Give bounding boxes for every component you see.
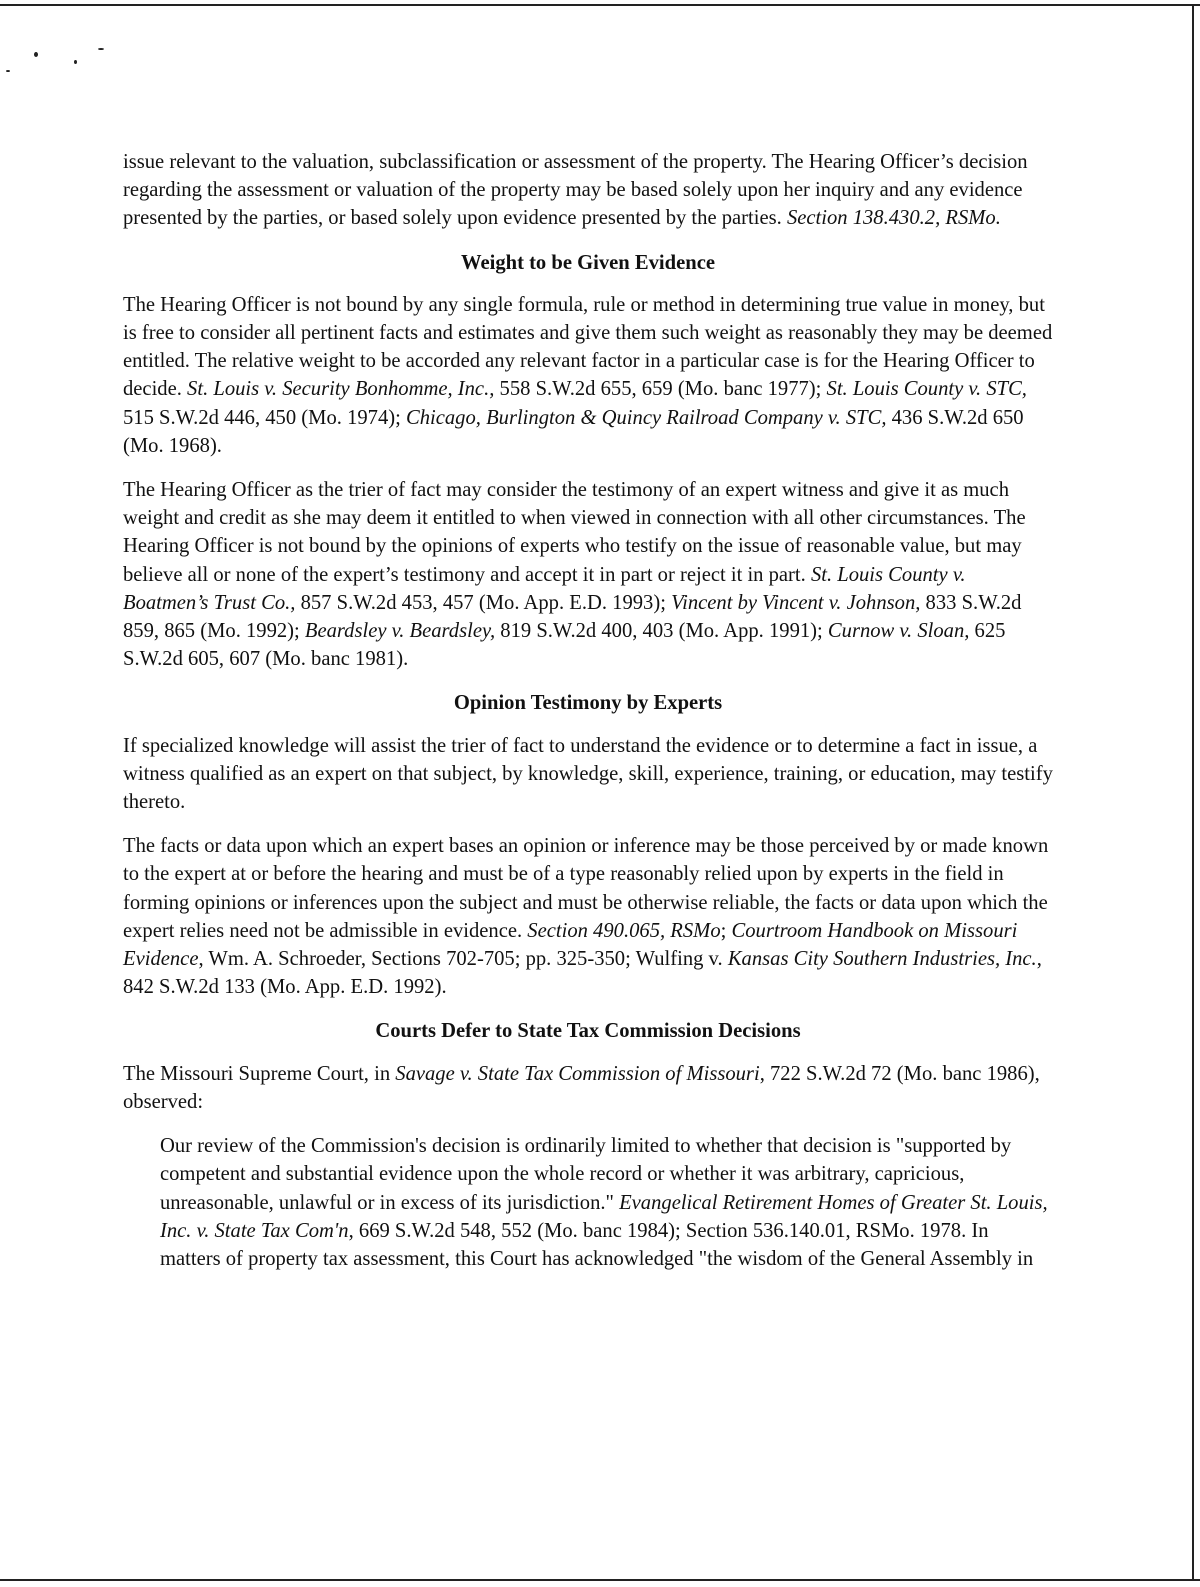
citation-text: St. Louis County v. STC, <box>826 378 1027 401</box>
citation-text: Chicago, Burlington & Quincy Railroad Company v. STC, <box>405 406 887 429</box>
text-run: , 722 S.W.2d 72 (Mo. banc 1986), observed: <box>123 1062 1040 1113</box>
text-run: , 669 S.W.2d 548, 552 (Mo. banc 1984); Section 536.140.01, RSMo. 1978. In matters of property tax assessment, this Court has acknowledged "the wisdom of the General Assembly in <box>160 1219 1034 1270</box>
document-body <box>123 148 1053 1273</box>
text-run: Our review of the Commission's decision is ordinarily limited to whether that decision is "supported by competent and substantial evidence upon the whole record or whether it was arbitrary, capricious, unreasonable, unlawful or in excess of its jurisdiction." <box>160 1135 1012 1214</box>
scan-border-right <box>1192 4 1194 1581</box>
scan-border-top <box>0 4 1200 6</box>
text-run: 625 S.W.2d 605, 607 (Mo. banc 1981). <box>123 620 1006 671</box>
text-run: 515 S.W.2d 446, 450 (Mo. 1974); <box>123 406 406 429</box>
paragraph-courts-1 <box>123 1060 1053 1116</box>
text-run: If specialized knowledge will assist the trier of fact to understand the evidence or to determine a fact in issue, a witness qualified as an expert on that subject, by knowledge, skill, experience, training, or education, may testify thereto. <box>123 734 1053 814</box>
paragraph-intro <box>123 148 1053 233</box>
text-run: 436 S.W.2d 650 (Mo. 1968). <box>123 406 1024 457</box>
text-run: The Hearing Officer as the trier of fact may consider the testimony of an expert witness and give it as much weight and credit as she may deem it entitled to when viewed in connection with all other circumstances. The Hearing Officer is not bound by the opinions of experts who testify on the issue of reasonable value, but may believe all or none of the expert’s testimony and accept it in part or reject it in part. <box>123 479 1026 586</box>
citation-text: Kansas City Southern Industries, Inc. <box>727 948 1037 971</box>
scan-speck <box>74 60 77 64</box>
citation-text: St. Louis County v. Boatmen’s Trust Co., <box>123 563 966 614</box>
citation-text: Courtroom Handbook on Missouri Evidence <box>123 919 1018 971</box>
citation-text: Beardsley v. Beardsley, <box>304 620 496 643</box>
block-quote <box>123 1132 1053 1273</box>
text-run: , Wm. A. Schroeder, Sections 702-705; pp. 325-350; Wulfing v. <box>198 948 728 971</box>
text-run: 558 S.W.2d 655, 659 (Mo. banc 1977); <box>494 378 827 401</box>
text-run: The Hearing Officer is not bound by any single formula, rule or method in determining true value in money, but is free to consider all pertinent facts and estimates and give them such weight as reasonably they may be deemed entitled. The relative weight to be accorded any relevant factor in a particular case is for the Hearing Officer to decide. <box>123 293 1053 401</box>
paragraph-weight-1 <box>123 291 1053 460</box>
citation-text: Curnow v. Sloan, <box>827 620 970 643</box>
citation-text: Savage v. State Tax Commission of Missouri <box>395 1062 760 1085</box>
citation-text: Section 490.065, RSMo <box>527 919 721 942</box>
heading-weight-evidence: Weight to be Given Evidence <box>461 251 715 274</box>
scan-border-bottom <box>0 1579 1200 1581</box>
text-run: 833 S.W.2d 859, 865 (Mo. 1992); <box>123 591 1022 643</box>
text-run: , 842 S.W.2d 133 (Mo. App. E.D. 1992). <box>123 948 1042 999</box>
text-run: issue relevant to the valuation, subclassification or assessment of the property. The Hearing Officer’s decision regarding the assessment or valuation of the property may be based solely upon her inquiry and any evidence presented by the parties, or based solely upon evidence presented by the parties. <box>123 151 1028 230</box>
paragraph-opinion-2 <box>123 832 1053 1001</box>
scan-speck <box>34 52 38 57</box>
text-run: 819 S.W.2d 400, 403 (Mo. App. 1991); <box>495 620 828 643</box>
citation-text: Evangelical Retirement Homes of Greater St. Louis, Inc. v. State Tax Com'n <box>160 1191 1048 1242</box>
text-run: The Missouri Supreme Court, in <box>123 1062 396 1085</box>
text-run: 857 S.W.2d 453, 457 (Mo. App. E.D. 1993); <box>295 591 672 614</box>
heading-opinion-testimony: Opinion Testimony by Experts <box>453 692 723 715</box>
scan-speck <box>98 48 104 50</box>
citation-text: Vincent by Vincent v. Johnson, <box>671 591 921 614</box>
heading-courts-defer: Courts Defer to State Tax Commission Decisions <box>375 1020 801 1043</box>
paragraph-weight-2 <box>123 476 1053 673</box>
citation-text: Section 138.430.2, RSMo. <box>786 207 1001 230</box>
text-run: ; <box>720 919 732 942</box>
text-run: The facts or data upon which an expert bases an opinion or inference may be those perceived by or made known to the expert at or before the hearing and must be of a type reasonably relied upon by experts in the field in forming opinions or inferences upon the subject and must be otherwise reliable, the facts or data upon which the expert relies need not be admissible in evidence. <box>123 835 1049 942</box>
scan-speck <box>6 70 10 72</box>
paragraph-opinion-1 <box>123 732 1053 817</box>
citation-text: St. Louis v. Security Bonhomme, Inc., <box>187 378 495 401</box>
